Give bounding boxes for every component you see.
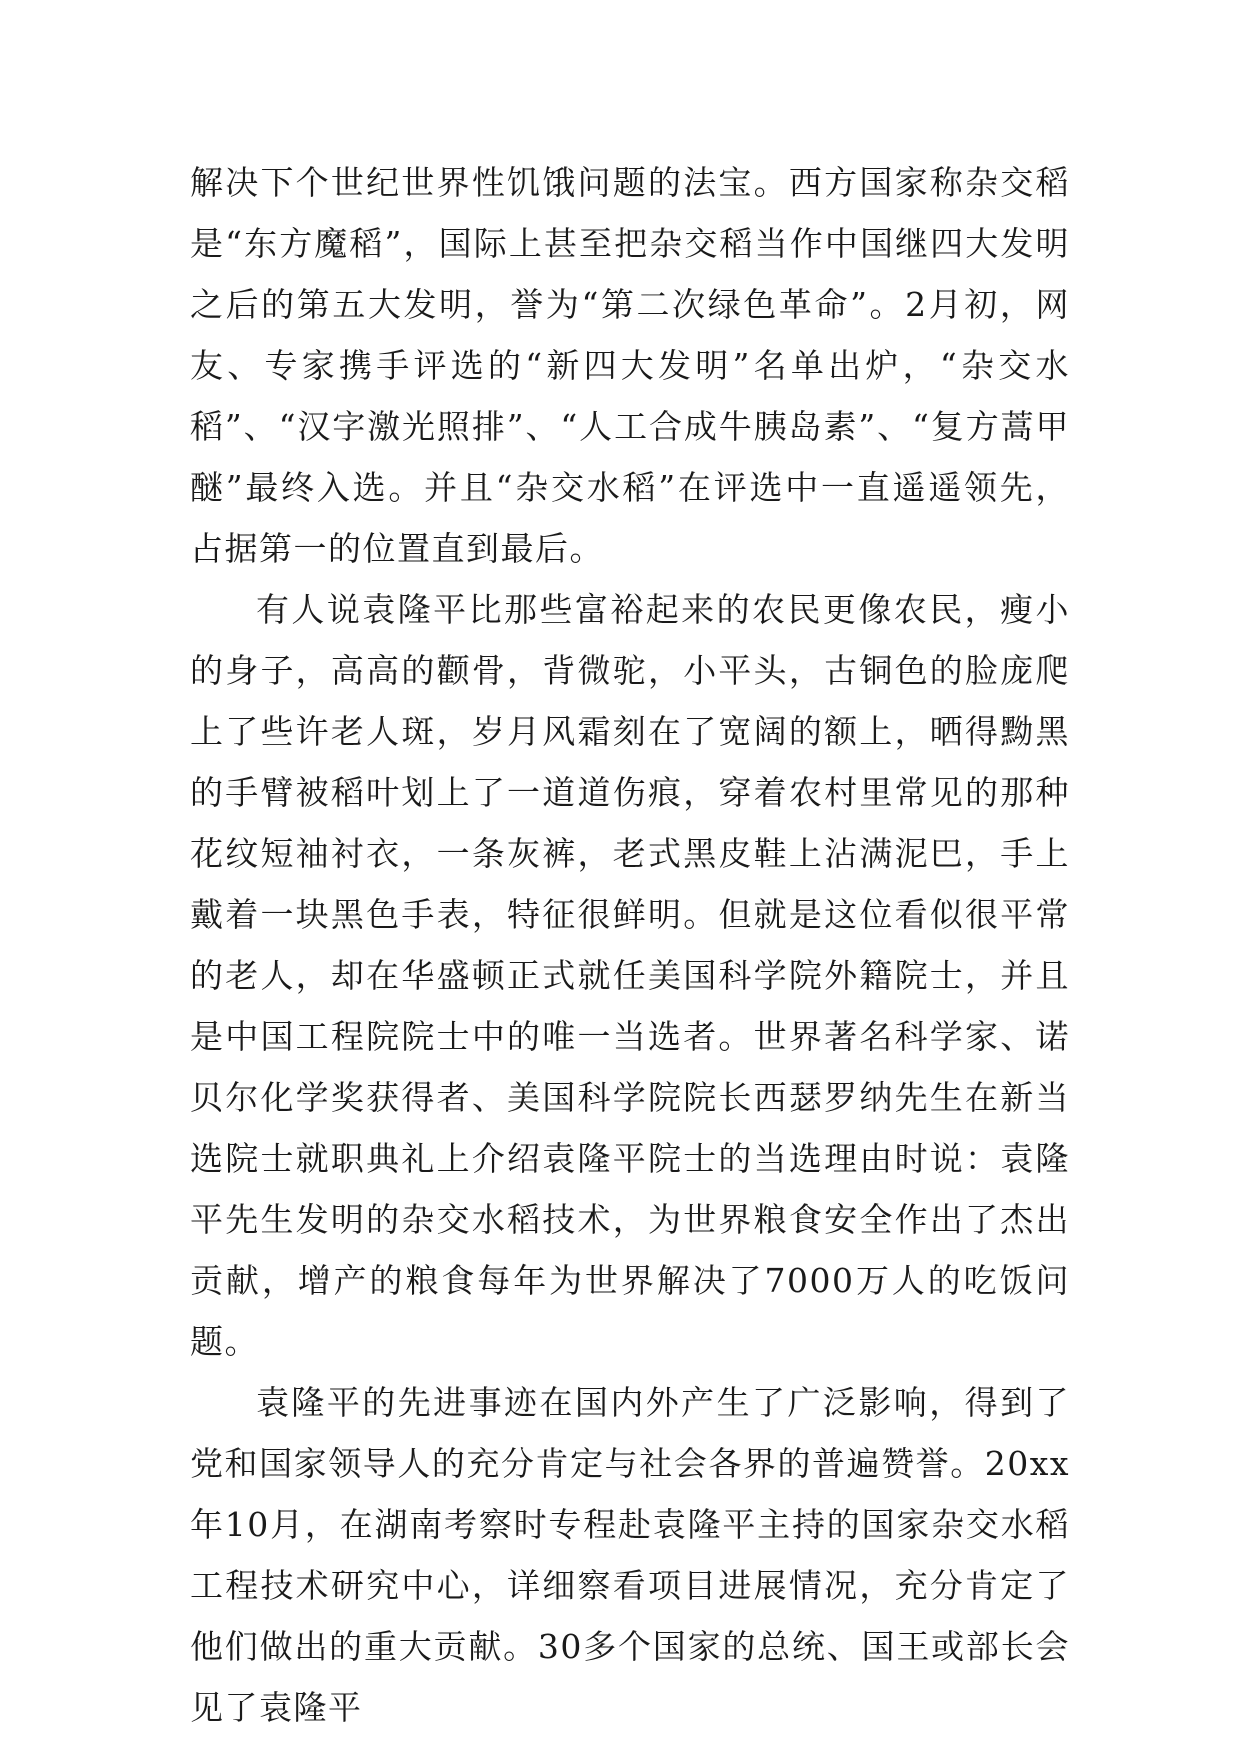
paragraph-2: 有人说袁隆平比那些富裕起来的农民更像农民，瘦小的身子，高高的颧骨，背微驼，小平头，古铜色的脸庞爬上了些许老人斑，岁月风霜刻在了宽阔的额上，晒得黝黑的手臂被稻叶划上了一道道伤痕，穿着农村里常见的那种花纹短袖衬衣，一条灰裤，老式黑皮鞋上沾满泥巴，手上戴着一块黑色手表，特征很鲜明。但就是这位看似很平常的老人，却在华盛顿正式就任美国科学院外籍院士，并且是中国工程院院士中的唯一当选者。世界著名科学家、诺贝尔化学奖获得者、美国科学院院长西瑟罗纳先生在新当选院士就职典礼上介绍袁隆平院士的当选理由时说：袁隆平先生发明的杂交水稻技术，为世界粮食安全作出了杰出贡献，增产的粮食每年为世界解决了7000万人的吃饭问题。	[190, 590, 1070, 1361]
paragraph-1: 解决下个世纪世界性饥饿问题的法宝。西方国家称杂交稻是“东方魔稻”，国际上甚至把杂交稻当作中国继四大发明之后的第五大发明，誉为“第二次绿色革命”。2月初，网友、专家携手评选的“新四大发明”名单出炉，“杂交水稻”、“汉字激光照排”、“人工合成牛胰岛素”、“复方蒿甲醚”最终入选。并且“杂交水稻”在评选中一直遥遥领先，占据第一的位置直到最后。	[190, 163, 1070, 568]
document-body	[190, 152, 1070, 1738]
paragraph-3: 袁隆平的先进事迹在国内外产生了广泛影响，得到了党和国家领导人的充分肯定与社会各界的普遍赞誉。20xx年10月，在湖南考察时专程赴袁隆平主持的国家杂交水稻工程技术研究中心，详细察看项目进展情况，充分肯定了他们做出的重大贡献。30多个国家的总统、国王或部长会见了袁隆平	[190, 1383, 1070, 1727]
